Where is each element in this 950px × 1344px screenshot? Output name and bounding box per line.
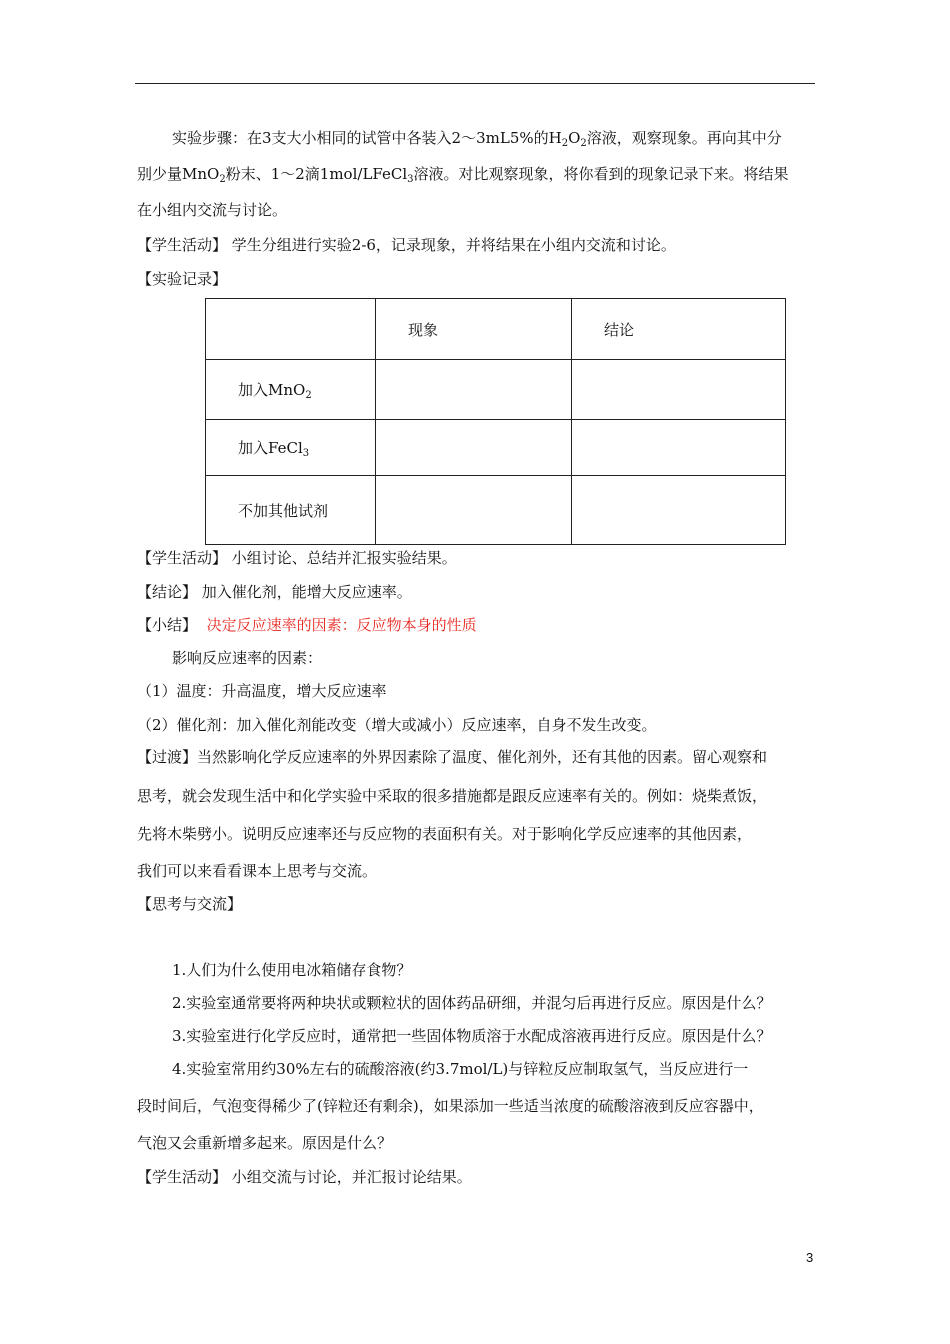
table-row-label-none: 不加其他试剂	[206, 476, 376, 545]
student-activity-3: 【学生活动】 小组交流与讨论，并汇报讨论结果。	[137, 1168, 472, 1186]
table-row-label-mno2: 加入MnO$_2$	[206, 360, 376, 420]
conclusion: 【结论】 加入催化剂，能增大反应速率。	[137, 583, 412, 601]
summary-text: 决定反应速率的因素：反应物本身的性质	[206, 616, 477, 634]
question-4-cont: 段时间后，气泡变得稀少了(锌粒还有剩余)，如果添加一些适当浓度的硫酸溶液到反应容器中，	[137, 1097, 764, 1115]
question-4-cont: 气泡又会重新增多起来。原因是什么？	[137, 1134, 393, 1152]
question-4: 4.实验室常用约30%左右的硫酸溶液(约3.7mol/L)与锌粒反应制取氢气，当反应进行一	[172, 1060, 749, 1078]
header-rule	[135, 83, 815, 84]
table-header-cell	[206, 299, 376, 360]
table-cell	[572, 420, 786, 476]
transition-line: 思考，就会发现生活中和化学实验中采取的很多措施都是跟反应速率有关的。例如：烧柴煮饭，	[137, 787, 768, 805]
factor-temperature: （1）温度：升高温度，增大反应速率	[137, 682, 387, 700]
table-cell	[572, 360, 786, 420]
question-1: 1.人们为什么使用电冰箱储存食物？	[172, 961, 412, 979]
steps-line-1: 实验步骤：在3支大小相同的试管中各装入2～3mL5%的$H_2O_2$溶液，观察现象。再向其中分	[172, 129, 782, 149]
table-header-phenomenon: 现象	[376, 299, 572, 360]
factor-catalyst: （2）催化剂：加入催化剂能改变（增大或减小）反应速率，自身不发生改变。	[137, 716, 657, 734]
table-cell	[376, 420, 572, 476]
transition-line: 【过渡】当然影响化学反应速率的外界因素除了温度、催化剂外，还有其他的因素。留心观察和	[137, 748, 768, 766]
record-title: 【实验记录】	[137, 270, 228, 288]
table-row-label-fecl3: 加入FeCl$_3$	[206, 420, 376, 476]
table-header-conclusion: 结论	[572, 299, 786, 360]
factors-title: 影响反应速率的因素：	[172, 649, 323, 667]
student-activity-1: 【学生活动】 学生分组进行实验2-6，记录现象，并将结果在小组内交流和讨论。	[137, 236, 676, 254]
student-activity-2: 【学生活动】 小组讨论、总结并汇报实验结果。	[137, 549, 457, 567]
experiment-record-table	[205, 298, 786, 545]
steps-line-3: 在小组内交流与讨论。	[137, 201, 288, 219]
transition-line: 我们可以来看看课本上思考与交流。	[137, 862, 378, 880]
question-2: 2.实验室通常要将两种块状或颗粒状的固体药品研细，并混匀后再进行反应。原因是什么？	[172, 994, 772, 1012]
table-cell	[376, 360, 572, 420]
table-cell	[376, 476, 572, 545]
think-title: 【思考与交流】	[137, 895, 243, 913]
summary: 【小结】 决定反应速率的因素：反应物本身的性质	[137, 616, 477, 634]
table-cell	[572, 476, 786, 545]
transition-line: 先将木柴劈小。说明反应速率还与反应物的表面积有关。对于影响化学反应速率的其他因素，	[137, 825, 753, 843]
steps-line-2: 别少量MnO$_2$粉末、1～2滴1mol/LFeCl$_3$溶液。对比观察现象，将你看到的现象记录下来。将结果	[137, 165, 789, 185]
page-number: 3	[806, 1250, 814, 1265]
question-3: 3.实验室进行化学反应时，通常把一些固体物质溶于水配成溶液再进行反应。原因是什么？	[172, 1027, 772, 1045]
